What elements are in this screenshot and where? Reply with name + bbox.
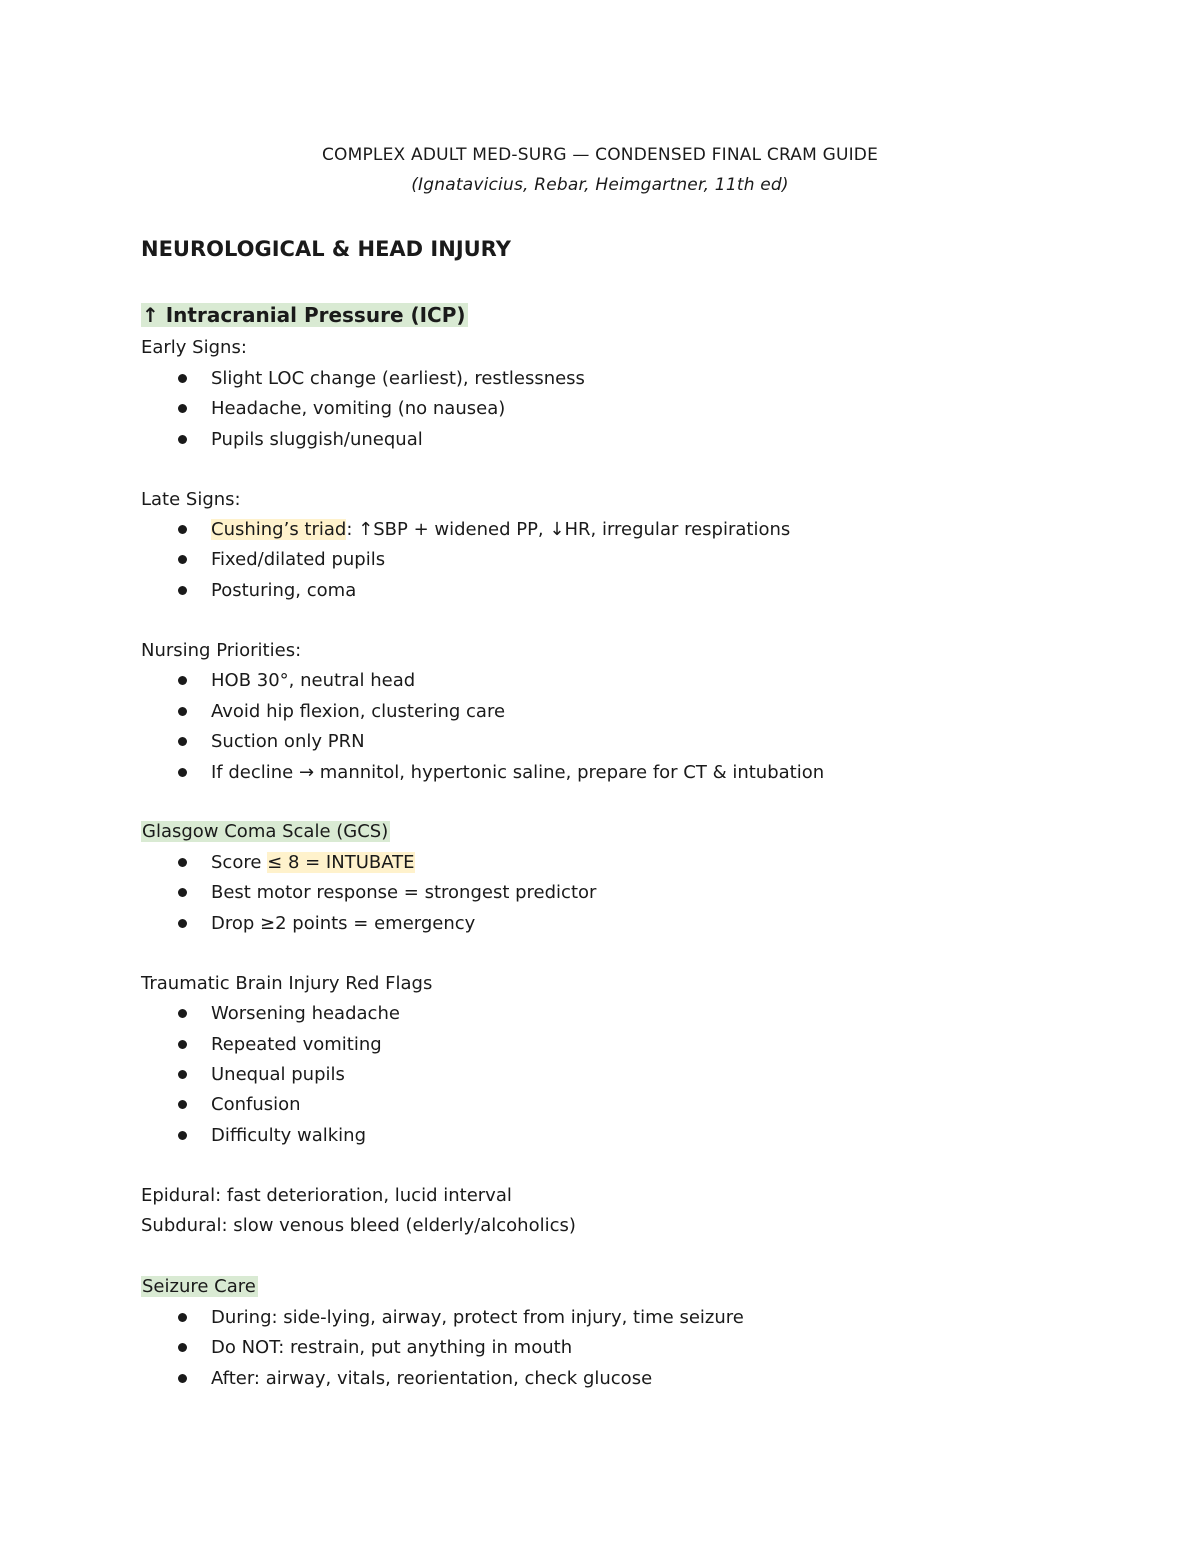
section-heading: NEUROLOGICAL & HEAD INJURY (141, 237, 511, 261)
bullet-icon (178, 1070, 187, 1079)
early-signs-label: Early Signs: (141, 337, 247, 358)
bullet-icon (178, 919, 187, 928)
tbi-heading: Traumatic Brain Injury Red Flags (141, 973, 433, 994)
bullet-icon (178, 737, 187, 746)
late-signs-label: Late Signs: (141, 489, 241, 510)
bullet-icon (178, 888, 187, 897)
bullet-icon (178, 1131, 187, 1140)
bullet-icon (178, 435, 187, 444)
bullet-icon (178, 1313, 187, 1322)
intubate-highlight: ≤ 8 = INTUBATE (267, 852, 415, 873)
cushing-triad-term: Cushing’s triad (211, 519, 347, 540)
bullet-icon (178, 676, 187, 685)
gcs-heading: Glasgow Coma Scale (GCS) (142, 821, 389, 842)
nursing-priorities-label: Nursing Priorities: (141, 640, 302, 661)
bullet-icon (178, 374, 187, 383)
bullet-icon (178, 1009, 187, 1018)
subdural-note: Subdural: slow venous bleed (elderly/alcoholics) (141, 1215, 576, 1236)
bullet-icon (178, 525, 187, 534)
document-page: COMPLEX ADULT MED-SURG — CONDENSED FINAL CRAM GUIDE (Ignatavicius, Rebar, Heimgartner, 11th ed) NEUROLOGICAL & HEAD INJURY ↑ Intracranial Pressure (ICP) Early Signs: Slight LOC change (earliest), restlessness Headache, vomiting (no nausea) Pupils sluggish/unequal Late Signs: Cushing’s triad: ↑SBP + widened PP, ↓HR, irregular respirations Fixed/dilated pupils Posturing, coma Nursing Priorities: HOB 30°, neutral head Avoid hip flexion, clustering care Suction only PRN If decline → mannitol, hypertonic saline, prepare for CT & intubation Glasgow Coma Scale (GCS) Score ≤ 8 = INTUBATE Best motor response = strongest predictor Drop ≥2 points = emergency Traumatic Brain Injury Red Flags Worsening headache Repeated vomiting Unequal pupils Confusion Difficulty walking Epidural: fast deterioration, lucid interval Subdural: slow venous bleed (elderly/alcoholics) Seizure Care During: side-lying, airway, protect from injury, time seizure Do NOT: restrain, put anything in mouth After: airway, vitals, reorientation, check glucose (0, 0, 1200, 1553)
bullet-icon (178, 768, 187, 777)
bullet-icon (178, 1374, 187, 1383)
bullet-icon (178, 707, 187, 716)
bullet-icon (178, 555, 187, 564)
icp-heading: ↑ Intracranial Pressure (ICP) (142, 303, 466, 327)
document-subtitle: (Ignatavicius, Rebar, Heimgartner, 11th ed) (411, 175, 789, 195)
bullet-icon (178, 586, 187, 595)
bullet-icon (178, 1100, 187, 1109)
epidural-note: Epidural: fast deterioration, lucid interval (141, 1185, 512, 1206)
bullet-icon (178, 1040, 187, 1049)
bullet-icon (178, 858, 187, 867)
bullet-icon (178, 404, 187, 413)
seizure-heading: Seizure Care (142, 1276, 256, 1297)
bullet-icon (178, 1343, 187, 1352)
document-title: COMPLEX ADULT MED-SURG — CONDENSED FINAL CRAM GUIDE (321, 145, 879, 165)
